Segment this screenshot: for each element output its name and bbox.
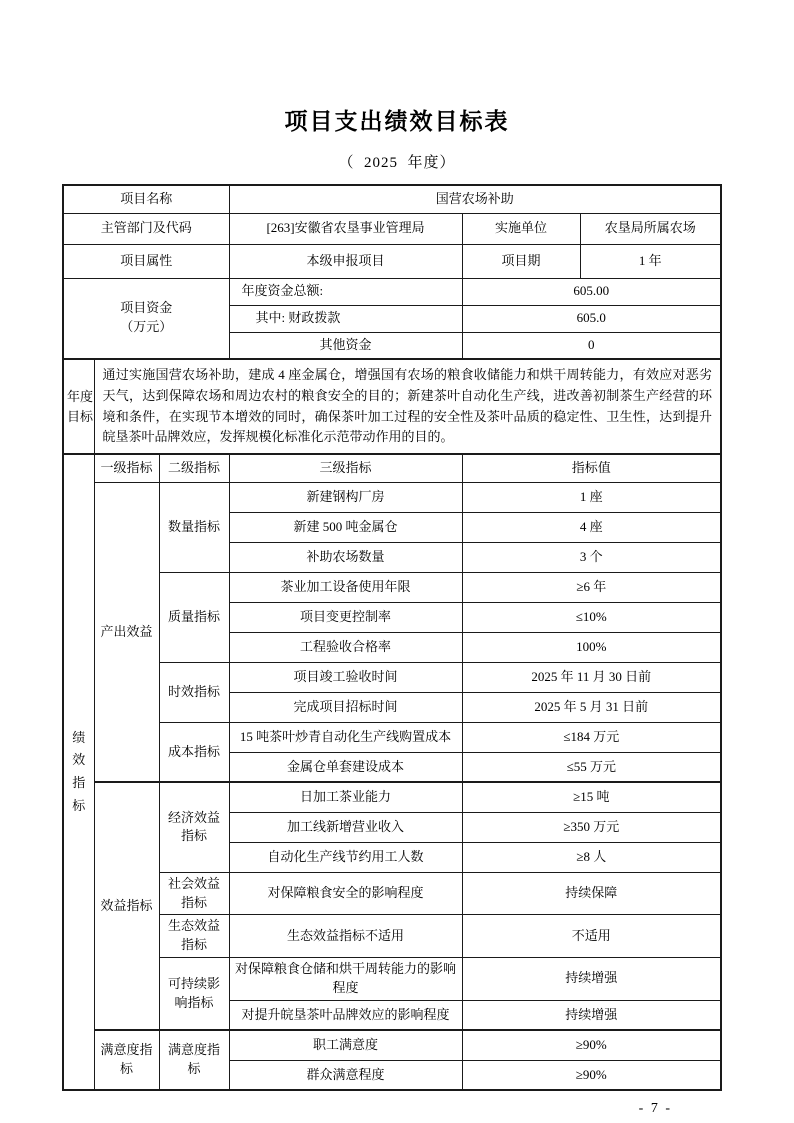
attr-value-cell: 本级申报项目 bbox=[229, 244, 462, 278]
level2-sustainable-cell: 可持续影响指标 bbox=[159, 958, 229, 1031]
table-row bbox=[63, 359, 721, 454]
indicator-value-cell: ≥90% bbox=[462, 1060, 721, 1090]
indicator-value-cell: 持续增强 bbox=[462, 958, 721, 1001]
level2-satisfaction-cell: 满意度指标 bbox=[159, 1030, 229, 1090]
table-row bbox=[63, 244, 721, 278]
indicator-value-cell: ≤10% bbox=[462, 602, 721, 632]
indicator-name-cell: 生态效益指标不适用 bbox=[229, 915, 462, 958]
indicator-row bbox=[63, 482, 721, 512]
level2-quantity-cell: 数量指标 bbox=[159, 482, 229, 572]
indicator-row bbox=[63, 722, 721, 752]
level2-economic-cell: 经济效益指标 bbox=[159, 782, 229, 872]
indicator-name-cell: 项目变更控制率 bbox=[229, 602, 462, 632]
other-funds-label-cell: 其他资金 bbox=[229, 332, 462, 359]
impl-unit-label-cell: 实施单位 bbox=[462, 213, 580, 244]
indicator-name-cell: 群众满意程度 bbox=[229, 1060, 462, 1090]
indicator-name-cell: 职工满意度 bbox=[229, 1030, 462, 1060]
indicator-row bbox=[63, 915, 721, 958]
indicator-name-cell: 加工线新增营业收入 bbox=[229, 812, 462, 842]
indicator-name-cell: 新建 500 吨金属仓 bbox=[229, 512, 462, 542]
year-subtitle: （ 2025 年度） bbox=[338, 155, 456, 171]
header-level3-cell: 三级指标 bbox=[229, 454, 462, 482]
indicator-value-cell: 1 座 bbox=[462, 482, 721, 512]
project-name-label-cell: 项目名称 bbox=[63, 185, 229, 213]
project-name-value-cell: 国营农场补助 bbox=[229, 185, 721, 213]
indicator-value-cell: ≤184 万元 bbox=[462, 722, 721, 752]
attr-label-cell: 项目属性 bbox=[63, 244, 229, 278]
funds-label-line2: （万元） bbox=[120, 319, 173, 335]
indicator-row bbox=[63, 782, 721, 812]
header-level1-cell: 一级指标 bbox=[94, 454, 159, 482]
dept-code-cell: [263]安徽省农垦事业管理局 bbox=[229, 213, 462, 244]
level2-quality-cell: 质量指标 bbox=[159, 572, 229, 662]
funds-label-cell bbox=[63, 278, 229, 359]
level2-ecological-cell: 生态效益指标 bbox=[159, 915, 229, 958]
indicator-name-cell: 补助农场数量 bbox=[229, 542, 462, 572]
indicator-value-cell: ≥8 人 bbox=[462, 842, 721, 872]
indicator-row bbox=[63, 1030, 721, 1060]
indicator-value-cell: ≥15 吨 bbox=[462, 782, 721, 812]
indicator-value-cell: ≥350 万元 bbox=[462, 812, 721, 842]
indicator-value-cell: 持续保障 bbox=[462, 872, 721, 915]
indicator-value-cell: ≥90% bbox=[462, 1030, 721, 1060]
annual-total-label-cell: 年度资金总额: bbox=[229, 278, 462, 305]
indicator-row bbox=[63, 662, 721, 692]
indicator-value-cell: 3 个 bbox=[462, 542, 721, 572]
annual-total-value-cell: 605.00 bbox=[462, 278, 721, 305]
other-funds-value-cell: 0 bbox=[462, 332, 721, 359]
indicator-name-cell: 新建钢构厂房 bbox=[229, 482, 462, 512]
header-value-cell: 指标值 bbox=[462, 454, 721, 482]
indicator-name-cell: 工程验收合格率 bbox=[229, 632, 462, 662]
indicator-value-cell: 4 座 bbox=[462, 512, 721, 542]
level1-output-cell: 产出效益 bbox=[94, 482, 159, 782]
annual-goal-label-cell bbox=[63, 359, 94, 454]
indicator-value-cell: 持续增强 bbox=[462, 1000, 721, 1030]
indicator-value-cell: ≤55 万元 bbox=[462, 752, 721, 782]
indicator-value-cell: 2025 年 11 月 30 日前 bbox=[462, 662, 721, 692]
indicator-name-cell: 茶业加工设备使用年限 bbox=[229, 572, 462, 602]
indicator-name-cell: 对保障粮食仓储和烘干周转能力的影响程度 bbox=[229, 958, 462, 1001]
performance-target-table bbox=[62, 184, 722, 1091]
level2-social-cell: 社会效益指标 bbox=[159, 872, 229, 915]
indicator-name-cell: 金属仓单套建设成本 bbox=[229, 752, 462, 782]
indicator-value-cell: ≥6 年 bbox=[462, 572, 721, 602]
page-number: - 7 - bbox=[638, 1101, 672, 1117]
level2-cost-cell: 成本指标 bbox=[159, 722, 229, 782]
header-level2-cell: 二级指标 bbox=[159, 454, 229, 482]
indicator-row bbox=[63, 572, 721, 602]
indicator-name-cell: 日加工茶业能力 bbox=[229, 782, 462, 812]
indicator-name-cell: 对保障粮食安全的影响程度 bbox=[229, 872, 462, 915]
indicators-side-label: 绩效指标 bbox=[72, 729, 86, 813]
period-label-cell: 项目期 bbox=[462, 244, 580, 278]
indicator-row bbox=[63, 958, 721, 1001]
annual-goal-text-cell: 通过实施国营农场补助，建成 4 座金属仓，增强国有农场的粮食收储能力和烘干周转能力，有效应对恶劣天气，达到保障农场和周边农村的粮食安全的目的；新建茶叶自动化生产线，进改善初制茶生产经营的环境和条件，在实现节本增效的同时，确保茶叶加工过程的安全性及茶叶品质的稳定性、卫生性，达到提升皖垦茶叶品牌效应，发挥规模化标准化示范带动作用的目的。 bbox=[94, 359, 721, 454]
level1-benefit-cell: 效益指标 bbox=[94, 782, 159, 1030]
indicator-header-row bbox=[63, 454, 721, 482]
level2-timeliness-cell: 时效指标 bbox=[159, 662, 229, 722]
page-title: 项目支出绩效目标表 bbox=[284, 109, 510, 134]
dept-label-cell: 主管部门及代码 bbox=[63, 213, 229, 244]
table-row bbox=[63, 213, 721, 244]
annual-goal-label: 年度目标 bbox=[67, 389, 94, 424]
table-row bbox=[63, 278, 721, 305]
funds-label-line1: 项目资金 bbox=[120, 300, 173, 316]
indicator-name-cell: 对提升皖垦茶叶品牌效应的影响程度 bbox=[229, 1000, 462, 1030]
fiscal-label-cell: 其中: 财政拨款 bbox=[229, 305, 462, 332]
level1-satisfaction-cell: 满意度指标 bbox=[94, 1030, 159, 1090]
indicators-side-label-cell bbox=[63, 454, 94, 1090]
fiscal-value-cell: 605.0 bbox=[462, 305, 721, 332]
indicator-value-cell: 不适用 bbox=[462, 915, 721, 958]
table-row bbox=[63, 185, 721, 213]
period-value-cell: 1 年 bbox=[580, 244, 721, 278]
indicator-name-cell: 完成项目招标时间 bbox=[229, 692, 462, 722]
impl-unit-value-cell: 农垦局所属农场 bbox=[580, 213, 721, 244]
indicator-name-cell: 15 吨茶叶炒青自动化生产线购置成本 bbox=[229, 722, 462, 752]
indicator-row bbox=[63, 872, 721, 915]
indicator-value-cell: 2025 年 5 月 31 日前 bbox=[462, 692, 721, 722]
indicator-value-cell: 100% bbox=[462, 632, 721, 662]
indicator-name-cell: 项目竣工验收时间 bbox=[229, 662, 462, 692]
indicator-name-cell: 自动化生产线节约用工人数 bbox=[229, 842, 462, 872]
